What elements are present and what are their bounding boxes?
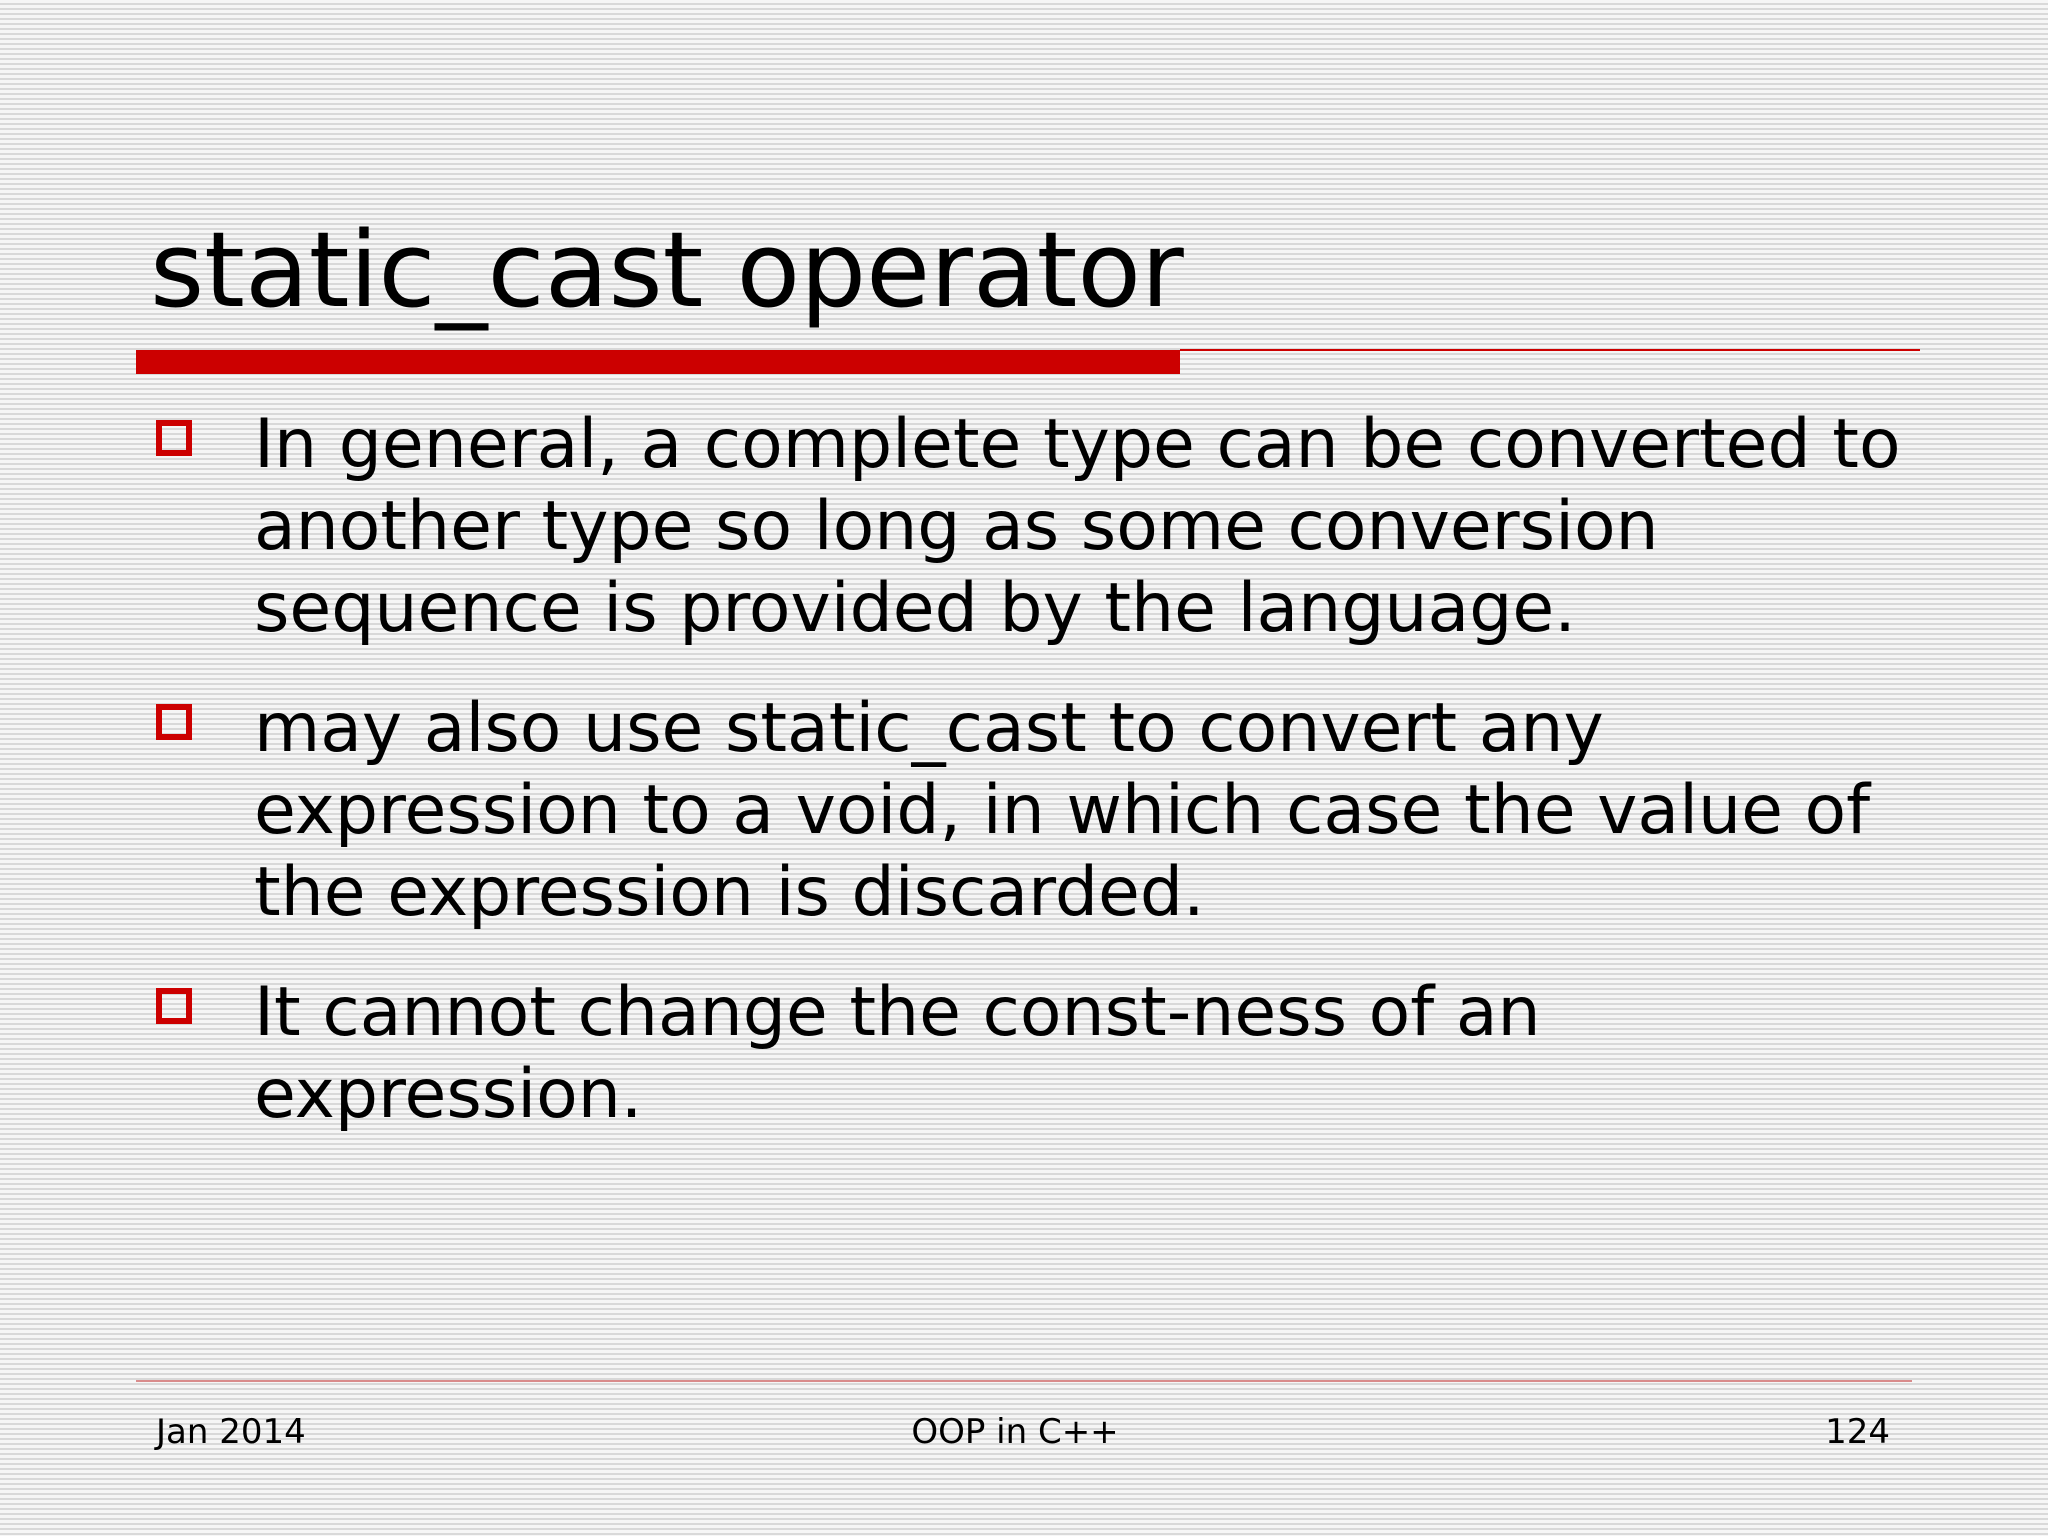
slide-title: static_cast operator <box>150 209 1184 331</box>
footer-divider <box>136 1380 1912 1382</box>
hollow-square-bullet-icon <box>156 420 192 456</box>
footer-date: Jan 2014 <box>156 1412 306 1452</box>
bullet-text: It cannot change the const-ness of an expression. <box>254 973 1541 1134</box>
footer-page-number: 124 <box>1825 1412 1890 1452</box>
hollow-square-bullet-icon <box>156 704 192 740</box>
bullet-item <box>150 972 1910 1136</box>
footer-course-title: OOP in C++ <box>911 1412 1119 1452</box>
bullet-text: In general, a complete type can be converted to another type so long as some conversion sequence is provided by the language. <box>254 405 1901 648</box>
title-underline-thick <box>136 350 1180 374</box>
bullet-text: may also use static_cast to convert any expression to a void, in which case the value of the expression is discarded. <box>254 689 1871 932</box>
bullet-list <box>150 404 1910 1174</box>
bullet-item <box>150 688 1910 934</box>
title-underline-thin <box>1180 349 1920 351</box>
bullet-item <box>150 404 1910 650</box>
hollow-square-bullet-icon <box>156 988 192 1024</box>
